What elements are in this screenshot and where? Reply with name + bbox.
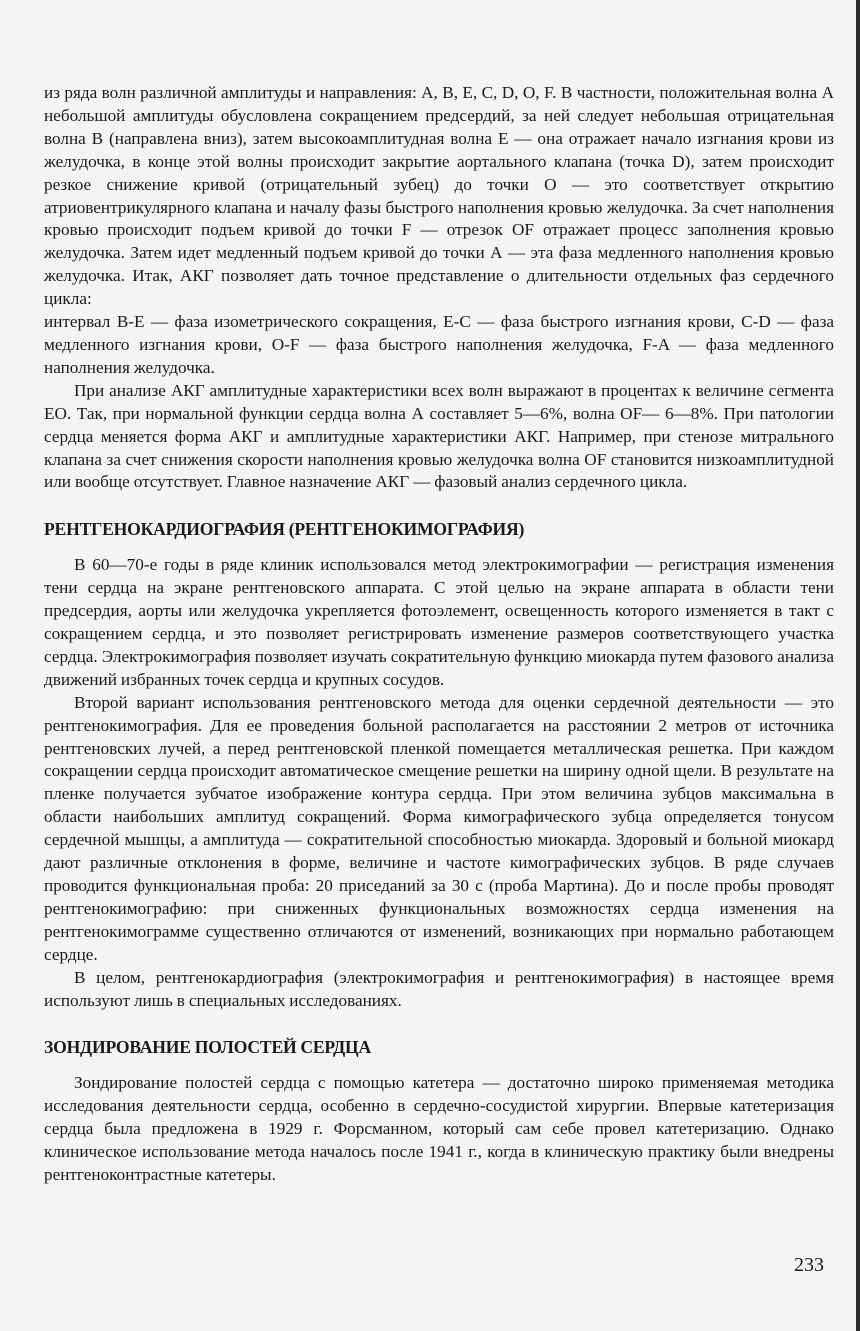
paragraph: При анализе АКГ амплитудные характеристики всех волн выражают в процентах к величине сегмента ЕО. Так, при нормальной функции сердца волна А составляет 5—6%, волна OF— 6—8%. При патологии сердца меняется форма АКГ и амплитудные характеристики АКГ. Например, при стенозе митрального клапана за счет снижения скорости наполнения кровью желудочка волна OF становится низкоамплитудной или вообще отсутствует. Главное назначение АКГ — фазовый анализ сердечного цикла. <box>44 380 834 492</box>
page-body <box>44 82 834 1187</box>
paragraph: В 60—70-е годы в ряде клиник использовался метод электрокимографии — регистрация изменения тени сердца на экране рентгеновского аппарата. С этой целью на экране аппарата в области тени предсердия, аорты или желудочка укрепляется фотоэлемент, освещенность которого изменяется в такт с сокращением сердца, и это позволяет регистрировать изменение размеров соответствующего участка сердца. Электрокимография позволяет изучать сократительную функцию миокарда путем фазового анализа движений избранных точек сердца и крупных сосудов. <box>44 555 834 689</box>
section-heading: ЗОНДИРОВАНИЕ ПОЛОСТЕЙ СЕРДЦА <box>44 1037 371 1058</box>
page-number: 233 <box>794 1254 824 1276</box>
scan-edge <box>856 0 860 1331</box>
paragraph: Второй вариант использования рентгеновского метода для оценки сердечной деятельности — это рентгенокимография. Для ее проведения больной располагается на расстоянии 2 метров от источника рентгеновских лучей, а перед рентгеновской пленкой помещается металлическая решетка. При каждом сокращении сердца происходит автоматическое смещение решетки на ширину одной щели. В результате на пленке получается зубчатое изображение контура сердца. При этом величина зубцов максимальна в области наибольших амплитуд сокращений. Форма кимографического зубца определяется тонусом сердечной мышцы, а амплитуда — сократительной способностью миокарда. Здоровый и больной миокард дают различные отклонения в форме, величине и частоте кимографических зубцов. В ряде случаев проводится функциональная проба: 20 приседаний за 30 с (проба Мартина). До и после пробы проводят рентгенокимографию: при сниженных функциональных возможностях сердца изменения на рентгенокимограмме существенно отличаются от изменений, возникающих при нормально работающем сердце. <box>44 692 834 964</box>
paragraph: В целом, рентгенокардиография (электрокимография и рентгенокимография) в настоящее время используют лишь в специальных исследованиях. <box>44 967 834 1010</box>
paragraph: из ряда волн различной амплитуды и направления: A, B, E, C, D, O, F. В частности, положительная волна А небольшой амплитуды обусловлена сокращением предсердий, за ней следует небольшая отрицательная волна В (направлена вниз), затем высокоамплитудная волна Е — она отражает начало изгнания крови из желудочка, в конце этой волны происходит закрытие аортального клапана (точка D), затем происходит резкое снижение кривой (отрицательный зубец) до точки О — это соответствует открытию атриовентрикулярного клапана и началу фазы быстрого наполнения кровью желудочка. За счет наполнения кровью происходит подъем кривой до точки F — отрезок OF отражает процесс заполнения кровью желудочка. Затем идет медленный подъем кривой до точки А — эта фаза медленного наполнения кровью желудочка. Итак, АКГ позволяет дать точное представление о длительности отдельных фаз сердечного цикла: <box>44 83 834 309</box>
section-heading: РЕНТГЕНОКАРДИОГРАФИЯ (РЕНТГЕНОКИМОГРАФИЯ) <box>44 519 525 540</box>
paragraph: Зондирование полостей сердца с помощью катетера — достаточно широко применяемая методика исследования деятельности сердца, особенно в сердечно-сосудистой хирургии. Впервые катетеризация сердца была предложена в 1929 г. Форсманном, который сам себе провел катетеризацию. Однако клиническое использование метода началось после 1941 г., когда в клиническую практику были внедрены рентгеноконтрастные катетеры. <box>44 1073 834 1185</box>
paragraph: интервал B-E — фаза изометрического сокращения, E-C — фаза быстрого изгнания крови, C-D — фаза медленного изгнания крови, O-F — фаза быстрого наполнения желудочка, F-A — фаза медленного наполнения желудочка. <box>44 312 834 377</box>
